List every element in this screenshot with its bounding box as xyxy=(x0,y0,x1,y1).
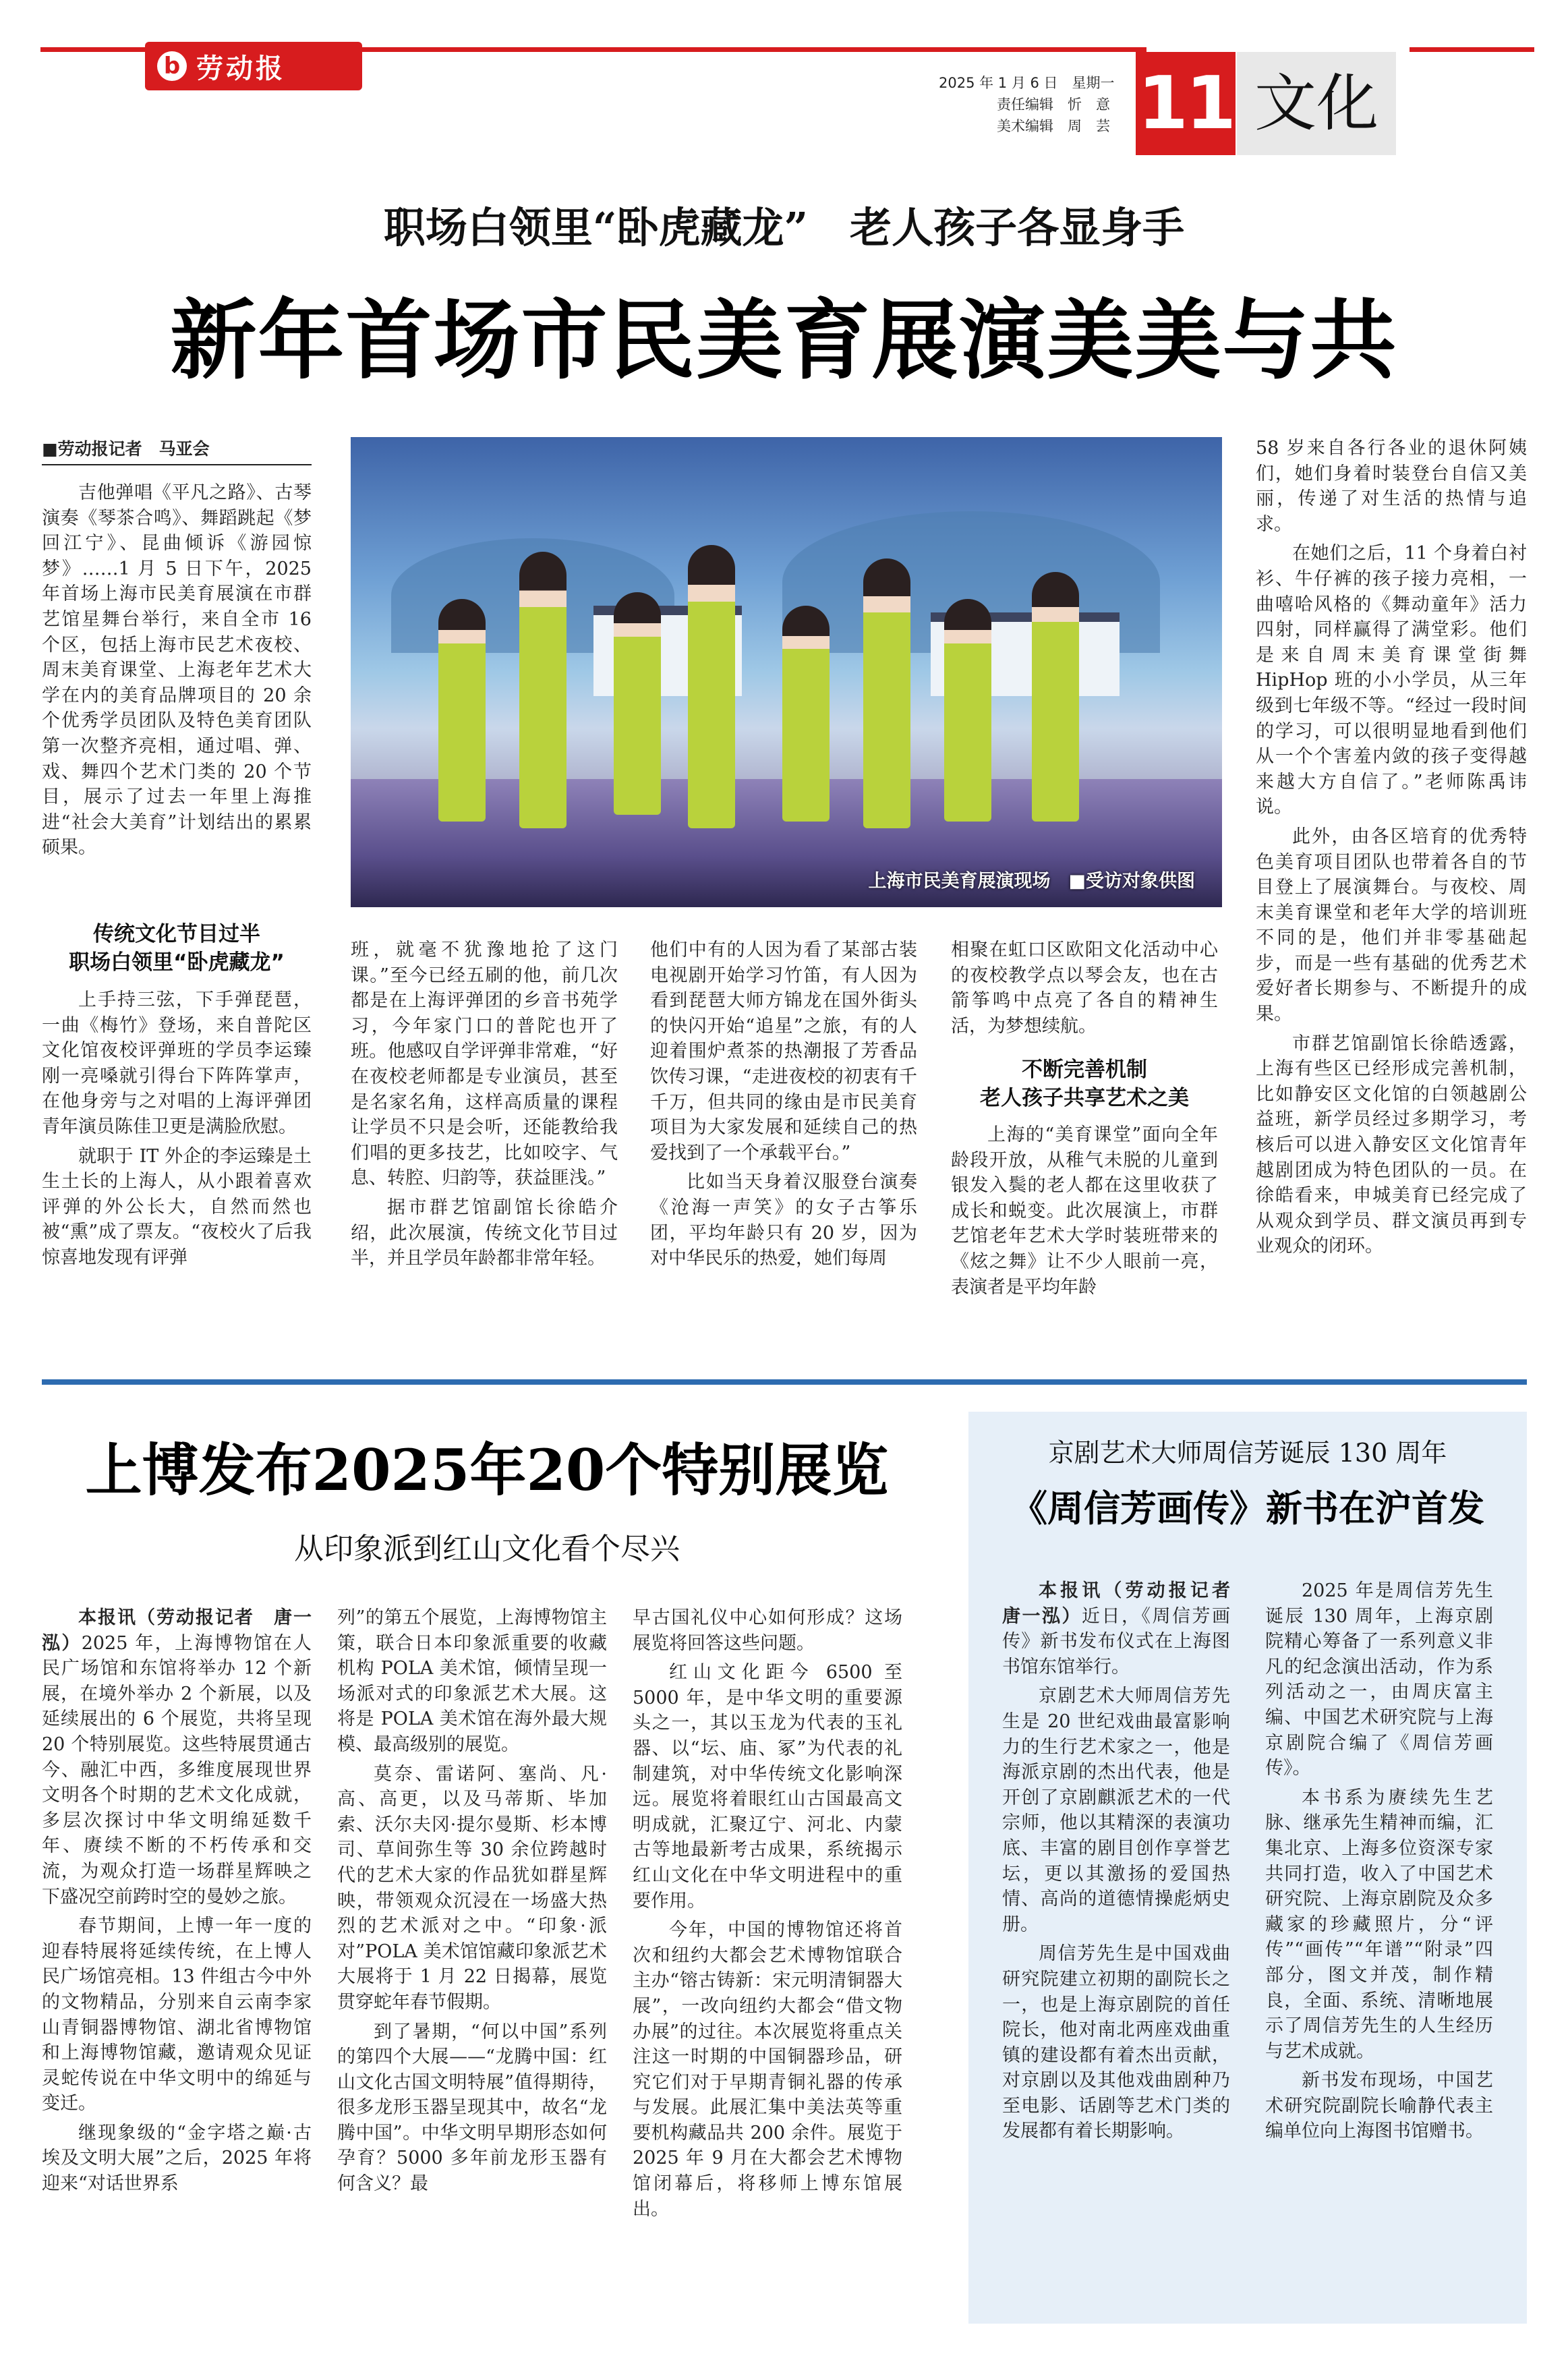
dancer-figure xyxy=(1032,572,1079,822)
story2-subtitle: 从印象派到红山文化看个尽兴 xyxy=(294,1532,680,1566)
paragraph-text: 近日，《周信芳画传》新书发布仪式在上海图书馆东馆举行。 xyxy=(1002,1605,1230,1677)
paragraph: 他们中有的人因为看了某部古装电视剧开始学习竹笛，有人因为看到琵琶大师方锦龙在国外街头的快闪开始“追星”之旅，有的人迎着围炉煮茶的热潮报了芳香品饮传习课，“走进夜校的初衷有千千万，但共同的缘由是市民美育项目为大家发展和延续自己的热爱找到了一个承载平台。” xyxy=(650,940,917,1163)
section-title: 文化 xyxy=(1237,52,1396,155)
paragraph: 就职于 IT 外企的李运臻是土生土长的上海人，从小跟着喜欢评弹的外公长大，自然而然也被“熏”成了票友。“夜校火了后我惊喜地发现有评弹 xyxy=(42,1145,312,1268)
section-divider xyxy=(42,1379,1527,1385)
story1-byline: ■劳动报记者 马亚会 xyxy=(42,439,210,459)
story3-col2 xyxy=(1265,1578,1493,2148)
paragraph: 58 岁来自各行各业的退休阿姨们，她们身着时装登台自信又美丽，传递了对生活的热情与追求。 xyxy=(1256,438,1527,535)
stage-photo xyxy=(351,437,1222,907)
paragraph: 京剧艺术大师周信芳先生是 20 世纪戏曲最富影响力的生行艺术家之一，他是海派京剧的杰出代表，他是开创了京剧麒派艺术的一代宗师，他以其精深的表演功底、丰富的剧目创作享誉艺坛，更以其激扬的爱国热情、高尚的道德情操彪炳史册。 xyxy=(1002,1686,1230,1935)
story3-byline: 本报讯（劳动报记者 唐一泓） xyxy=(1002,1580,1248,1627)
story1-col5 xyxy=(1256,436,1527,1263)
dancer-figure xyxy=(519,552,567,828)
story2-byline: 本报讯（劳动报记者 唐一泓） xyxy=(42,1607,312,1654)
paragraph: 莫奈、雷诺阿、塞尚、凡·高、高更，以及马蒂斯、毕加索、沃尔夫冈·提尔曼斯、杉本博司、草间弥生等 30 余位跨越时代的艺术大家的作品犹如群星辉映，带领观众沉浸在一场盛大热烈的艺术派对之中。“印象·派对”POLA 美术馆馆藏印象派艺术大展将于 1 月 22 日揭幕，展览贯穿蛇年春节假期。 xyxy=(337,1763,607,2013)
art-editor-line: 美术编辑 周 芸 xyxy=(997,118,1110,134)
dancer-figure xyxy=(944,599,991,822)
dancer-figure xyxy=(688,545,735,828)
story1-kicker: 职场白领里“卧虎藏龙” 老人孩子各显身手 xyxy=(383,203,1185,252)
photo-caption: 上海市民美育展演现场 ■受访对象供图 xyxy=(868,871,1195,892)
story1-col1-top xyxy=(42,480,312,865)
paragraph: 在她们之后，11 个身着白衬衫、牛仔裤的孩子接力亮相，一曲嘻哈风格的《舞动童年》活力四射，同样赢得了满堂彩。他们是来自周末美育课堂街舞 HipHop 班的小小学员，从三年级到七年级不等。“经过一段时间的学习，可以很明显地看到他们从一个个害羞内敛的孩子变得越来越大方自信了。”老师陈禹讳说。 xyxy=(1256,543,1527,818)
logo-text: 劳动报 xyxy=(196,52,285,84)
paragraph: 春节期间，上博一年一度的迎春特展将延续传统，在上博人民广场馆亮相。13 件组古今中外的文物精品，分别来自云南李家山青铜器博物馆、湖北省博物馆和上海博物馆藏，邀请观众见证灵蛇传说在中华文明中的绵延与变迁。 xyxy=(42,1916,312,2115)
story1-subhead1: 传统文化节目过半 职场白领里“卧虎藏龙” xyxy=(69,922,285,975)
byline-rule xyxy=(42,464,312,465)
story1-col1-bottom xyxy=(42,987,312,1275)
date-line: 2025 年 1 月 6 日 星期一 xyxy=(939,75,1115,91)
paragraph: 此外，由各区培育的优秀特色美育项目团队也带着各自的节目登上了展演舞台。与夜校、周末美育课堂和老年大学的培训班不同的是，他们并非零基础起步，而是一些有基础的优秀艺术爱好者长期参与、不断提升的成果。 xyxy=(1256,826,1527,1025)
paragraph: 到了暑期，“何以中国”系列的第四个大展——“龙腾中国：红山文化古国文明特展”值得期待，很多龙形玉器呈现其中，故名“龙腾中国”。中华文明早期形态如何孕育？5000 多年前龙形玉器有何含义？最 xyxy=(337,2021,607,2195)
paragraph: 吉他弹唱《平凡之路》、古琴演奏《琴茶合鸣》、舞蹈跳起《梦回江宁》、昆曲倾诉《游园惊梦》……1 月 5 日下午，2025 年首场上海市民美育展演在市群艺馆星舞台举行，来自全市 16 个区，包括上海市民艺术夜校、周末美育课堂、上海老年艺术大学在内的美育品牌项目的 20 余个优秀学员团队及特色美育团队第一次整齐亮相，通过唱、弹、戏、舞四个艺术门类的 20 个节目，展示了过去一年里上海推进“社会大美育”计划结出的累累硕果。 xyxy=(42,482,312,859)
newspaper-logo xyxy=(145,42,362,90)
dancer-figure xyxy=(782,606,830,822)
paragraph: 新书发布现场，中国艺术研究院副院长喻静代表主编单位向上海图书馆赠书。 xyxy=(1265,2070,1493,2142)
story1-headline: 新年首场市民美育展演美美与共 xyxy=(170,290,1398,391)
dancer-figure xyxy=(614,592,661,815)
paragraph: 相聚在虹口区欧阳文化活动中心的夜校教学点以琴会友，也在古箭筝鸣中点亮了各自的精神生活，为梦想续航。 xyxy=(951,940,1218,1037)
paragraph: 上海的“美育课堂”面向全年龄段开放，从稚气未脱的儿童到银发入鬓的老人都在这里收获了成长和蜕变。此次展演上，市群艺馆老年艺术大学时装班带来的《炫之舞》让不少人眼前一亮，表演者是平均年龄 xyxy=(951,1124,1218,1298)
paragraph xyxy=(1002,1578,1248,1679)
paragraph: 2025 年是周信芳先生诞辰 130 周年，上海京剧院精心筹备了一系列意义非凡的纪念演出活动，作为系列活动之一，由周庆富主编、中国艺术研究院与上海京剧院合编了《周信芳画传》。 xyxy=(1265,1580,1493,1779)
story1-col2 xyxy=(351,938,618,1275)
story2-col3 xyxy=(633,1605,902,2226)
story1-col3 xyxy=(650,938,917,1275)
dancer-figure xyxy=(438,599,486,822)
story1-col4-bottom xyxy=(951,1122,1218,1304)
story2-col1 xyxy=(42,1605,312,2201)
paragraph: 早古国礼仪中心如何形成？这场展览将回答这些问题。 xyxy=(633,1607,902,1654)
paragraph: 比如当天身着汉服登台演奏《沧海一声笑》的女子古筝乐团，平均年龄只有 20 岁，因为对中华民乐的热爱，她们每周 xyxy=(650,1172,917,1269)
paragraph: 今年，中国的博物馆还将首次和纽约大都会艺术博物馆联合主办“镕古铸新：宋元明清铜器大展”，一改向纽约大都会“借文物办展”的过往。本次展览将重点关注这一时期的中国铜器珍品，研究它们对于早期青铜礼器的传承与发展。此展汇集中美法英等重要机构藏品共 200 余件。展览于 2025 年 9 月在大都会艺术博物馆闭幕后，将移师上博东馆展出。 xyxy=(633,1920,902,2220)
top-rule-right xyxy=(1410,47,1534,52)
paragraph: 继现象级的“金字塔之巅·古埃及文明大展”之后，2025 年将迎来“对话世界系 xyxy=(42,2122,312,2195)
paragraph: 本书系为赓续先生艺脉、继承先生精神而编，汇集北京、上海多位资深专家共同打造，收入了中国艺术研究院、上海京剧院及众多藏家的珍藏照片，分“评传”“画传”“年谱”“附录”四部分，图文并茂，制作精良，全面、系统、清晰地展示了周信芳先生的人生经历与艺术成就。 xyxy=(1265,1787,1493,2062)
paragraph xyxy=(42,1605,312,1909)
editor-line: 责任编辑 忻 意 xyxy=(997,96,1110,113)
story3-col1 xyxy=(1002,1578,1248,2148)
paragraph: 班，就毫不犹豫地抢了这门课。”至今已经五刷的他，前几次都是在上海评弹团的乡音书苑学习，今年家门口的普陀也开了班。他感叹自学评弹非常难，“好在夜校老师都是专业演员，甚至是名家名角，这样高质量的课程让学员不只是会听，还能教给我们唱的更多技艺，比如咬字、气息、转腔、归韵等，获益匪浅。” xyxy=(351,940,618,1189)
paragraph: 上手持三弦，下手弹琵琶，一曲《梅竹》登场，来自普陀区文化馆夜校评弹班的学员李运臻刚一亮嗓就引得台下阵阵掌声，在他身旁与之对唱的上海评弹团青年演员陈佳卫更是满脸欣慰。 xyxy=(42,989,312,1137)
paragraph: 列”的第五个展览，上海博物馆主策，联合日本印象派重要的收藏机构 POLA 美术馆，倾情呈现一场派对式的印象派艺术大展。这将是 POLA 美术馆在海外最大规模、最高级别的展览。 xyxy=(337,1607,607,1755)
story2-col2 xyxy=(337,1605,607,2201)
paragraph: 周信芳先生是中国戏曲研究院建立初期的副院长之一，也是上海京剧院的首任院长，他对南北两座戏曲重镇的建设都有着杰出贡献，对京剧以及其他戏曲剧种乃至电影、话剧等艺术门类的发展都有着长期影响。 xyxy=(1002,1943,1230,2142)
paragraph: 市群艺馆副馆长徐皓透露，上海有些区已经形成完善机制，比如静安区文化馆的白领越剧公益班，新学员经过多期学习，考核后可以进入静安区文化馆青年越剧团成为特色团队的一员。在徐皓看来，申城美育已经完成了从观众到学员、群文演员再到专业观众的闭环。 xyxy=(1256,1033,1527,1257)
page-number: 11 xyxy=(1136,52,1236,155)
paragraph: 红山文化距今 6500 至 5000 年，是中华文明的重要源头之一，其以玉龙为代表的玉礼器、以“坛、庙、冢”为代表的礼制建筑，对中华传统文化影响深远。展览将着眼红山古国最高文明成就，汇聚辽宁、河北、内蒙古等地最新考古成果，系统揭示红山文化在中华文明进程中的重要作用。 xyxy=(633,1662,902,1912)
story1-col4 xyxy=(951,938,1218,1043)
paragraph: 据市群艺馆副馆长徐皓介绍，此次展演，传统文化节目过半，并且学员年龄都非常年轻。 xyxy=(351,1197,618,1269)
story3-kicker: 京剧艺术大师周信芳诞辰 130 周年 xyxy=(1048,1438,1447,1468)
story2-headline: 上博发布2025年20个特别展览 xyxy=(85,1437,889,1503)
dancer-figure xyxy=(863,558,910,828)
story1-subhead2: 不断完善机制 老人孩子共享艺术之美 xyxy=(980,1058,1189,1110)
logo-mark-icon: b xyxy=(157,51,187,81)
paragraph-text: 2025 年，上海博物馆在人民广场馆和东馆将举办 12 个新展，在境外举办 2 个新展，以及延续展出的 6 个展览，共将呈现 20 个特别展览。这些特展贯通古今、融汇中西，多维度展现世界文明各个时期的艺术文化成就，多层次探讨中华文明绵延数千年、赓续不断的不朽传承和交流，为观众打造一场群星辉映之下盛况空前跨时空的曼妙之旅。 xyxy=(42,1632,312,1907)
story3-headline: 《周信芳画传》新书在沪首发 xyxy=(1011,1487,1484,1530)
